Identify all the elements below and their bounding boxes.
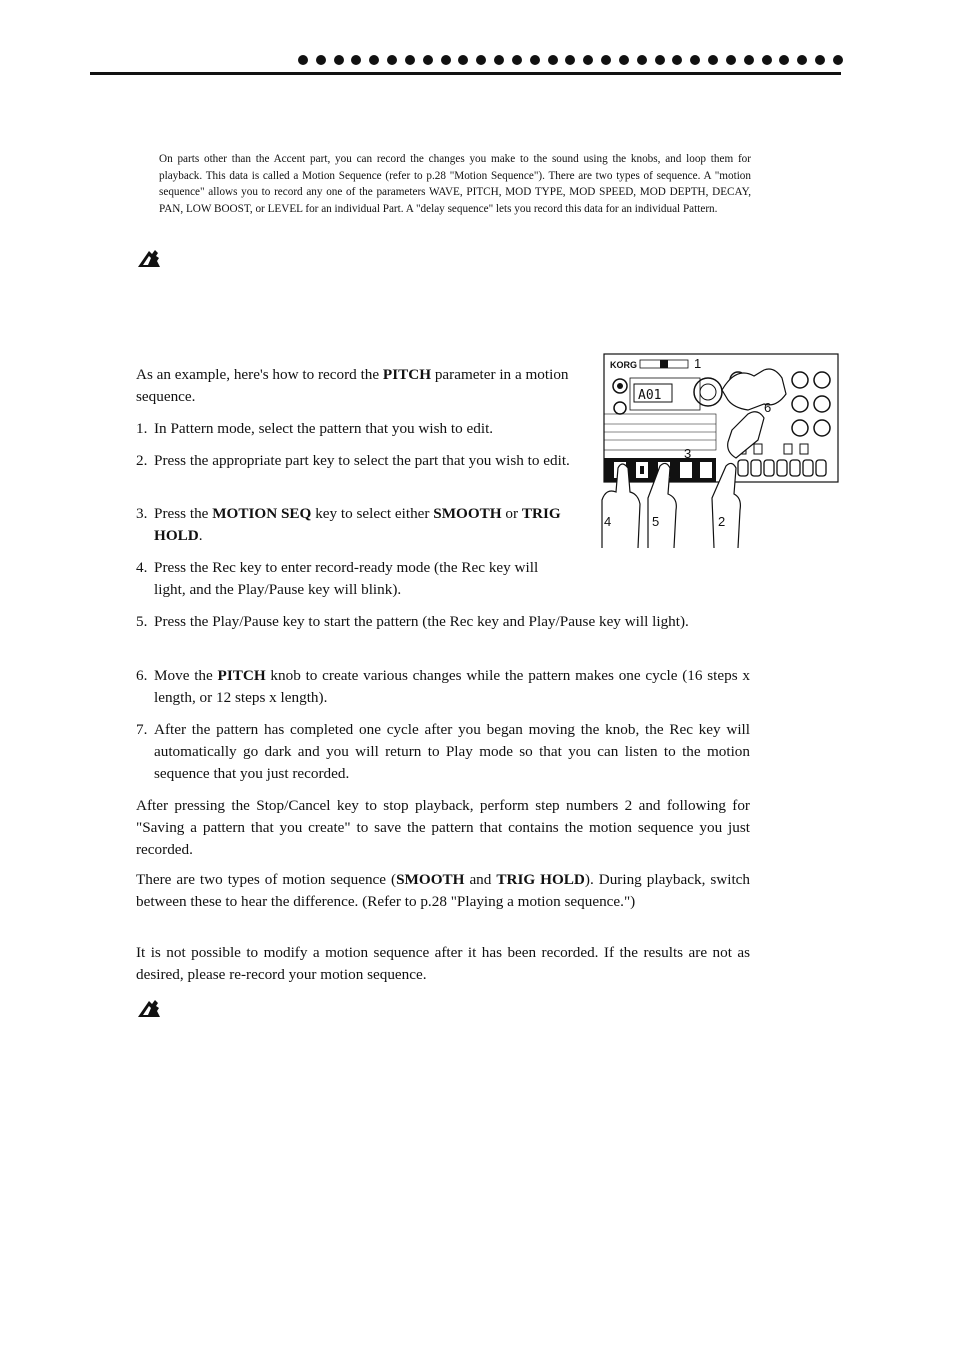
header-dot (637, 55, 647, 65)
header-dot (405, 55, 415, 65)
header-rule (90, 72, 841, 75)
step-bold-term: PITCH (217, 667, 266, 684)
header-dot (797, 55, 807, 65)
step-text-run: or (501, 505, 522, 522)
step-number: 5. (136, 613, 148, 630)
step-item (136, 418, 570, 440)
header-dot (583, 55, 593, 65)
step-text-run: knob to create various changes while the pattern makes one cycle (16 steps x length, or 12 steps x length). (154, 667, 750, 706)
step-text-run: Press the Play/Pause key to start the pattern (the Rec key and Play/Pause key will light). (154, 613, 689, 630)
modify-paragraph: It is not possible to modify a motion sequence after it has been recorded. If the results are not as desired, please re-record your motion sequence. (136, 944, 750, 983)
header-dot (762, 55, 772, 65)
step-number: 7. (136, 721, 148, 738)
step-number: 3. (136, 505, 148, 522)
header-dot (298, 55, 308, 65)
brand-logo: KORG (610, 360, 637, 370)
callout-6: 6 (764, 400, 772, 415)
step-text-run: Press the appropriate part key to select the part that you wish to edit. (154, 452, 570, 469)
step-item (136, 719, 750, 785)
header-dot (476, 55, 486, 65)
header-dot (369, 55, 379, 65)
step-text (154, 665, 750, 709)
header-dot (458, 55, 468, 65)
intro-paragraph: On parts other than the Accent part, you can record the changes you make to the sound using the knobs, and loop them for playback. This data is called a Motion Sequence (refer to p.28 "Motion Sequence"). There are two types of sequence. A "motion sequence" allows you to record any one of the parameters WAVE, PITCH, MOD TYPE, MOD SPEED, MOD DEPTH, DECAY, PAN, LOW BOOST, or LEVEL for an individual Part. A "delay sequence" lets you record this data for an individual Pattern. (159, 153, 751, 215)
types-paragraph: There are two types of motion sequence (SMOOTH and TRIG HOLD). During playback, switch between these to hear the difference. (Refer to p.28 "Playing a motion sequence.") (136, 871, 751, 910)
warning-hand-icon (136, 997, 162, 1019)
header-dot (726, 55, 736, 65)
step-text-run: key to select either (311, 505, 434, 522)
step-item (136, 665, 750, 709)
step-text (154, 611, 750, 633)
step-bold-term: SMOOTH (433, 505, 502, 522)
header-dot (744, 55, 754, 65)
header-dot (690, 55, 700, 65)
electribe-panel-illustration (588, 348, 844, 550)
step-number: 1. (136, 420, 148, 437)
header-dot (334, 55, 344, 65)
callout-5: 5 (652, 514, 660, 529)
step-bold-term: MOTION SEQ (212, 505, 312, 522)
header-dot (833, 55, 843, 65)
header-dot (655, 55, 665, 65)
header-dot (387, 55, 397, 65)
warning-hand-icon (136, 247, 162, 269)
pattern-display: A01 (638, 388, 662, 403)
step-number: 6. (136, 667, 148, 684)
step-item (136, 450, 570, 472)
header-dot (619, 55, 629, 65)
step-text-run: After the pattern has completed one cycle after you began moving the knob, the Rec key will automatically go dark and you will return to Play mode so that you can listen to the motion sequence that you just recorded. (154, 721, 750, 782)
header-dot (672, 55, 682, 65)
example-paragraph: As an example, here's how to record the PITCH parameter in a motion sequence. (136, 366, 569, 405)
header-dot (512, 55, 522, 65)
callout-4: 4 (604, 514, 612, 529)
header-dot (351, 55, 361, 65)
step-text (154, 503, 570, 547)
step-text-run: Move the (154, 667, 218, 684)
step-number: 4. (136, 559, 148, 576)
step-bold-term: TRIG HOLD (154, 505, 561, 544)
header-dot (601, 55, 611, 65)
step-text-run: Press the Rec key to enter record-ready mode (the Rec key will light, and the Play/Pause key will blink). (154, 559, 539, 598)
header-dot (565, 55, 575, 65)
after-paragraph: After pressing the Stop/Cancel key to stop playback, perform step numbers 2 and following for "Saving a pattern that you create" to save the pattern that contains the motion sequence you just recorded. (136, 797, 750, 858)
header-dot (815, 55, 825, 65)
step-text (154, 557, 570, 601)
header-dot (316, 55, 326, 65)
step-text (154, 418, 570, 440)
callout-1: 1 (694, 356, 702, 371)
header-dot (548, 55, 558, 65)
step-item (136, 611, 750, 633)
header-dot (494, 55, 504, 65)
header-dot (530, 55, 540, 65)
step-text-run: In Pattern mode, select the pattern that you wish to edit. (154, 420, 494, 437)
header-dot (423, 55, 433, 65)
step-item (136, 557, 570, 601)
callout-3: 3 (684, 446, 692, 461)
step-text (154, 450, 570, 472)
step-text-run: Press the (154, 505, 213, 522)
step-text (154, 719, 750, 785)
step-number: 2. (136, 452, 148, 469)
step-text-run: . (198, 527, 203, 544)
callout-2: 2 (718, 514, 726, 529)
header-dots (298, 54, 843, 66)
header-dot (708, 55, 718, 65)
header-dot (441, 55, 451, 65)
header-dot (779, 55, 789, 65)
step-item (136, 503, 570, 547)
